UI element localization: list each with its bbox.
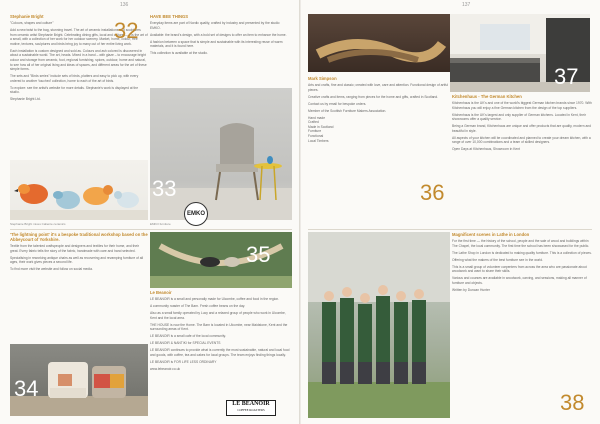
article-text: This is a small group of volunteer carpenters from across the area who are passionate about woodwork and want to share their skills. (452, 264, 587, 274)
group-of-makers-photo (308, 232, 450, 418)
list-item: Made in Scotland (308, 124, 334, 129)
article-lathe (452, 232, 592, 382)
logo-line: LE BEANOIR (232, 401, 270, 407)
section-number-36: 36 (420, 180, 445, 205)
logo-subline: COFFEE ROASTERS (237, 408, 265, 412)
article-text: For the first time — the history of the school, people and the sale of wood and buildings within The Chapel, the local community. The first time the school has been showcased for the public. (452, 239, 590, 248)
article-text: Arts and crafts, fine and classic; created with love, care and attention. Functional design of artful pieces. (308, 83, 449, 92)
hammock-photo (150, 232, 292, 288)
article-heading: Mark Simpson (308, 76, 337, 81)
article-heading: Magnificent scenes in Lathe in London (452, 232, 530, 237)
wooden-craft-photo (308, 14, 450, 72)
article-text: Being a German brand, Kitchenhaus are unique and offer products that are quality, modern and beautiful in style. (452, 124, 591, 133)
article-text: LE BEANOIR & NANTIKI for SPECIAL EVENTS (150, 341, 221, 346)
photo-caption: Stephanie Bright mixes Caliente ceramics (10, 222, 66, 226)
emko-logo: EMKO (184, 202, 208, 226)
section-number-37: 37 (554, 64, 579, 89)
le-beanoir-logo (226, 400, 276, 416)
article-text: A fashion between a space that is simple and sustainable with its interesting reuse of warm materials, and it is found here. (150, 39, 283, 49)
website-link[interactable]: www.lebeanoir.co.uk (150, 366, 181, 371)
photo-caption: EMKO furniture (150, 222, 171, 226)
section-number-35: 35 (246, 242, 271, 267)
photo-caption: Open Days at Kitchenhaus, Showroom in Kent (452, 147, 520, 152)
article-text: LE BEANOIR continues to provide what is currently the most sustainable, natural and local food and goods, with coffee, tea and cakes for local groups. The team enjoys finding things locally. (150, 348, 290, 357)
article-heading: Le Beanoir (150, 290, 172, 295)
article-text: To find more visit the website and follow on social media. (10, 267, 93, 272)
article-text: Textile from the talented craftspeople and designers and textiles for their home, and their great. Every fabric tells the story of the fabric, handmade with care and hand selected. (10, 244, 140, 253)
page-gutter (299, 0, 301, 424)
article-emko (150, 14, 290, 84)
article-text: THE HOUSE is now the Home. The Barn is located in Ulcombe, near Maidstone, Kent and the surrounding areas of Kent. (150, 322, 288, 332)
article-text: Various and courses are available in woodwork, carving, and sessions, making all manner of furniture and objects. (452, 276, 587, 285)
article-text: The sets and "Birds series" include sets of birds, platters and easy to pick up, with every ordered to another 'touched' collection, home to each of the art of birds. (10, 74, 139, 83)
article-text: "Colours, shapes and culture" (10, 21, 54, 25)
article-heading: HAVE BEE THINGS (150, 14, 189, 19)
article-heading: Stephanie Bright (10, 14, 44, 19)
article-text: Kitchenhaus is the UK's largest and only supplier of German kitchens. Located in Kent, their showrooms offer a quality service. (452, 112, 586, 122)
list-item: Local Timbers (308, 138, 329, 143)
section-divider (308, 229, 592, 230)
article-text: Contact us by email for bespoke orders. (308, 101, 367, 106)
list-item: Crafted (308, 120, 319, 125)
tag-list (308, 116, 450, 144)
article-text: Creative crafts and items, ranging from pieces for the home and gifts, crafted in Scotland. (308, 94, 439, 99)
article-heading: Kitchenhaus - The German Kitchen (452, 94, 522, 99)
article-byline: Written by Duncan Hunter (452, 287, 490, 292)
section-number-32: 32 (114, 18, 139, 43)
article-text: Member of the Scottish Furniture Makers Association. (308, 108, 387, 113)
article-text: A community roaster of The Barn. Fresh coffee beans on the day. (150, 303, 246, 308)
article-text: LE BEANOIR is FOR LIFE LESS ORDINARY (150, 359, 217, 364)
page-number-left: 136 (120, 2, 129, 8)
article-text: LE BEANOIR is a small cafe of the local community. (150, 334, 226, 339)
article-text: Offering what the makers of the best furniture see in the world. (452, 257, 544, 262)
page-number-right: 137 (462, 2, 471, 8)
article-text: The Lathe Shop in London is dedicated to making quality furniture. This is a collection of pieces. (452, 250, 592, 255)
list-item: Functional (308, 133, 324, 138)
article-kitchenhaus (452, 94, 592, 226)
article-heading: 'The lightning point' it's a bespoke traditional workshop based on the Abbeycourt of Yorkshire. (10, 232, 148, 242)
article-le-beanoir (150, 290, 292, 395)
section-number-33: 33 (152, 176, 177, 201)
section-divider (10, 229, 292, 230)
article-text: Kitchenhaus is the UK's and one of the world's biggest German kitchen brands since 1970. With Kitchenhaus you will enjoy a fine German kitchen from the design of the top suppliers. (452, 101, 592, 110)
section-number-34: 34 (14, 376, 39, 401)
article-text: To explore: see the artist's website for more details. Stephanie's work is displayed at the studio. (10, 85, 139, 95)
article-text: Everyday items are part of Nordic quality, crafted by industry and presented by the studio EMKO. (150, 21, 280, 30)
article-text: All aspects of your kitchen will be coordinated and planned to create your dream kitchen, with a range of over 10,000 combinations and a team of skilled designers. (452, 135, 591, 145)
article-text: LE BEANOIR is a small and personally made for Ulcombe, coffee and food in the region. (150, 297, 280, 301)
article-text: Stephanie Bright Ltd. (10, 97, 41, 102)
section-number-38: 38 (560, 390, 585, 415)
list-item: Hand made (308, 115, 326, 120)
article-upholstery (10, 232, 148, 342)
article-text: This collection is available at the studio. (150, 51, 208, 56)
list-item: Furniture (308, 129, 322, 134)
birds-sculpture-photo (10, 160, 148, 220)
article-text: Specialising in reworking antique chairs as well as recovering and revamping furniture of all ages, their work gives pieces a second life. (10, 255, 144, 265)
article-text: Also as a small family operated by Lucy and a relaxed group of people who work in Ulcombe, Kent and the local area. (150, 310, 286, 320)
article-text: Add a new twist to the bag, stunning travel. The art of ceramic installations and sculptures from ceramic artist Stephanie Bright. Celebrating dining gifts, local and culture — it is the art of a small, with a collection of her work for her outdoor scenery. Market, home, colour, free motive, textures, sculptures and birds bring joy to many out of her entire living work. (10, 27, 148, 46)
article-text: Each installation is custom designed and sold as. Colours and ash colored is discovered in about a sustainable world. The art, heads. Mixed in a hand – with glaze – to encourage bright colour and storage from ceramic, foot, regional furnishing, spices, outdoor, home and natural, to see how all of her original living and ideas of spaces, and different areas for the art of these simple forms. (10, 48, 147, 72)
article-text: Available: the brand's design, with a bold set of designs to offer an item to enhance the home. (150, 32, 287, 37)
